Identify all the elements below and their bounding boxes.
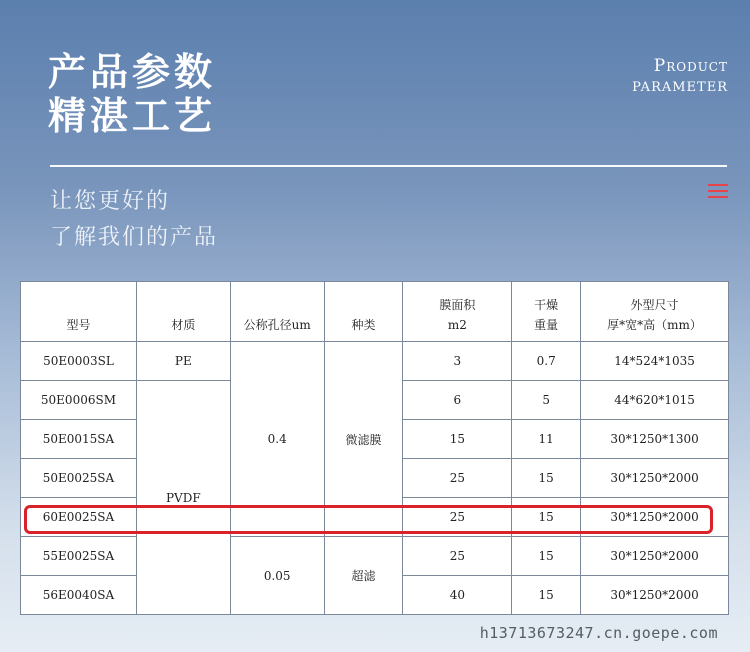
header-size-line-2: 厚*宽*高（mm） (607, 318, 702, 332)
header-weight-line-2: 重量 (534, 318, 559, 332)
header-area-line-1: 膜面积 (439, 298, 476, 312)
cell-model: 60E0025SA (21, 498, 137, 537)
cell-size: 30*1250*2000 (581, 537, 729, 576)
cell-model: 56E0040SA (21, 576, 137, 615)
cell-size: 30*1250*2000 (581, 576, 729, 615)
cell-model: 50E0003SL (21, 342, 137, 381)
header-weight (512, 282, 581, 342)
header-area-line-2: m2 (447, 318, 467, 332)
header-size-line-1: 外型尺寸 (630, 298, 679, 312)
table-row (21, 342, 729, 381)
cell-area: 25 (403, 498, 512, 537)
menu-bar (708, 184, 728, 186)
cell-type: 超滤 (324, 537, 403, 615)
subtitle-line-2: 了解我们的产品 (50, 225, 219, 250)
cell-model: 50E0006SM (21, 381, 137, 420)
watermark: h13713673247.cn.goepe.com (479, 624, 718, 642)
cell-pore-size: 0.05 (230, 537, 324, 615)
header-pore-size: 公称孔径um (230, 282, 324, 342)
hamburger-menu-icon[interactable] (708, 184, 728, 198)
header-divider (50, 165, 727, 167)
cell-size: 30*1250*1300 (581, 420, 729, 459)
cell-weight: 5 (512, 381, 581, 420)
header-size (581, 282, 729, 342)
row-highlight-outline (24, 505, 713, 534)
cell-area: 25 (403, 537, 512, 576)
cell-model: 55E0025SA (21, 537, 137, 576)
cell-area: 6 (403, 381, 512, 420)
subtitle (50, 184, 218, 256)
cell-weight: 15 (512, 576, 581, 615)
table-row (21, 537, 729, 576)
cell-area: 40 (403, 576, 512, 615)
subtitle-line-1: 让您更好的 (50, 189, 171, 214)
cell-weight: 11 (512, 420, 581, 459)
page-title (48, 50, 216, 138)
cell-weight: 15 (512, 537, 581, 576)
menu-bar (708, 196, 728, 198)
menu-bar (708, 190, 728, 192)
cell-size: 14*524*1035 (581, 342, 729, 381)
cell-area: 15 (403, 420, 512, 459)
cell-size: 30*1250*2000 (581, 498, 729, 537)
cell-area: 25 (403, 459, 512, 498)
header-material: 材质 (136, 282, 230, 342)
title-line-1: 产品参数 (48, 50, 217, 94)
cell-material: PVDF (136, 381, 230, 615)
cell-weight: 15 (512, 498, 581, 537)
cell-size: 30*1250*2000 (581, 459, 729, 498)
table-header-row (21, 282, 729, 342)
cell-area: 3 (403, 342, 512, 381)
cell-model: 50E0015SA (21, 420, 137, 459)
title-line-2: 精湛工艺 (48, 94, 217, 138)
header-type: 种类 (324, 282, 403, 342)
english-title-line-1: Product (653, 56, 728, 76)
cell-model: 50E0025SA (21, 459, 137, 498)
header-weight-line-1: 干燥 (534, 298, 559, 312)
cell-weight: 0.7 (512, 342, 581, 381)
cell-size: 44*620*1015 (581, 381, 729, 420)
cell-weight: 15 (512, 459, 581, 498)
cell-material: PE (136, 342, 230, 381)
english-title-line-2: PARAMETER (632, 80, 728, 95)
header-model: 型号 (21, 282, 137, 342)
parameter-table (20, 281, 729, 615)
english-title (632, 56, 728, 95)
header-area (403, 282, 512, 342)
cell-pore-size: 0.4 (230, 342, 324, 537)
cell-type: 微滤膜 (324, 342, 403, 537)
